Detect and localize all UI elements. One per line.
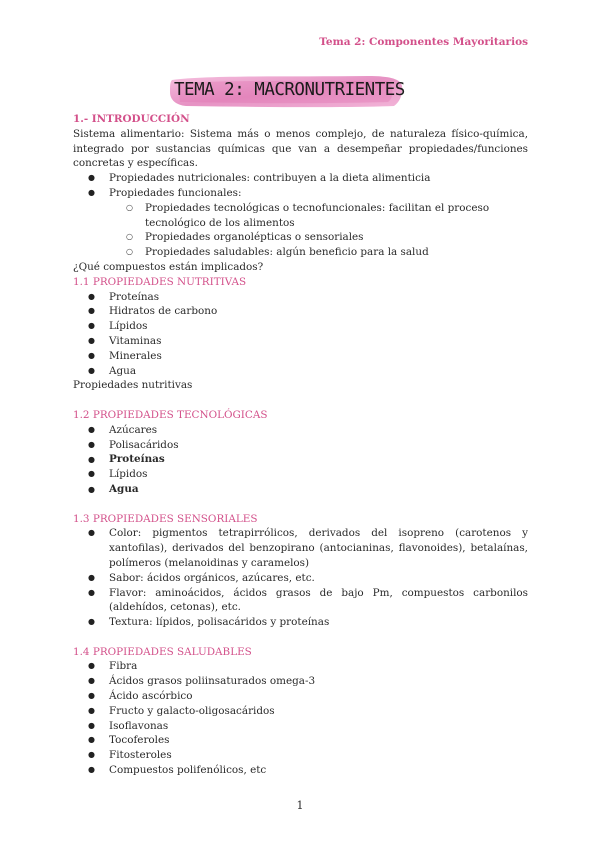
saludables-list bbox=[73, 659, 528, 777]
tecnologicas-list bbox=[73, 423, 528, 497]
list-item: ● Flavor: aminoácidos, ácidos grasos de bajo Pm, compuestos carbonilos (aldehídos, cetonas), etc. bbox=[73, 586, 528, 616]
list-item: ● Tocoferoles bbox=[73, 733, 528, 748]
list-item: ● Minerales bbox=[73, 349, 528, 364]
page-title: TEMA 2: MACRONUTRIENTES bbox=[174, 80, 405, 100]
list-item: ● Fitosteroles bbox=[73, 748, 528, 763]
nutritivas-list bbox=[73, 290, 528, 379]
list-item: ● Ácidos grasos poliinsaturados omega-3 bbox=[73, 674, 528, 689]
list-item: ● Sabor: ácidos orgánicos, azúcares, etc. bbox=[73, 571, 528, 586]
sub-list-item: ○ Propiedades tecnológicas o tecnofuncionales: facilitan el proceso tecnológico de los alimentos bbox=[73, 201, 528, 231]
list-item: ● Azúcares bbox=[73, 423, 528, 438]
intro-question: ¿Qué compuestos están implicados? bbox=[73, 260, 264, 273]
list-item: ● Proteínas bbox=[73, 290, 528, 305]
list-item: ● Hidratos de carbono bbox=[73, 304, 528, 319]
intro-list bbox=[73, 171, 528, 260]
sensoriales-list bbox=[73, 526, 528, 630]
list-item: ● Fructo y galacto-oligosacáridos bbox=[73, 704, 528, 719]
list-item: ● Propiedades funcionales: bbox=[73, 186, 528, 201]
document-body bbox=[73, 112, 528, 778]
list-item: ● Isoflavonas bbox=[73, 719, 528, 734]
list-item: ● Agua bbox=[73, 482, 528, 497]
sub-list-item: ○ Propiedades saludables: algún beneficio para la salud bbox=[73, 245, 528, 260]
section-heading-saludables: 1.4 PROPIEDADES SALUDABLES bbox=[73, 645, 252, 658]
section-heading-nutritivas: 1.1 PROPIEDADES NUTRITIVAS bbox=[73, 275, 247, 288]
list-item: ● Agua bbox=[73, 364, 528, 379]
list-item: ● Textura: lípidos, polisacáridos y proteínas bbox=[73, 615, 528, 630]
list-item: ● Lípidos bbox=[73, 467, 528, 482]
list-item: ● Propiedades nutricionales: contribuyen a la dieta alimenticia bbox=[73, 171, 528, 186]
running-header: Tema 2: Componentes Mayoritarios bbox=[319, 36, 528, 48]
intro-paragraph: Sistema alimentario: Sistema más o menos complejo, de naturaleza físico-química, integrado por sustancias químicas que van a desempeñar propiedades/funciones concretas y específicas. bbox=[73, 127, 528, 170]
title-block bbox=[168, 74, 404, 108]
list-item: ● Compuestos polifenólicos, etc bbox=[73, 763, 528, 778]
list-item: ● Vitaminas bbox=[73, 334, 528, 349]
section-heading-sensoriales: 1.3 PROPIEDADES SENSORIALES bbox=[73, 512, 258, 525]
list-item: ● Ácido ascórbico bbox=[73, 689, 528, 704]
section-heading-tecnologicas: 1.2 PROPIEDADES TECNOLÓGICAS bbox=[73, 408, 268, 421]
nutritivas-footer: Propiedades nutritivas bbox=[73, 379, 193, 392]
list-item: ● Fibra bbox=[73, 659, 528, 674]
sub-list-item: ○ Propiedades organolépticas o sensoriales bbox=[73, 230, 528, 245]
list-item: ● Polisacáridos bbox=[73, 438, 528, 453]
page-number: 1 bbox=[296, 799, 304, 812]
list-item: ● Color: pigmentos tetrapirrólicos, derivados del isopreno (carotenos y xantofilas), derivados del benzopirano (antocianinas, flavonoides), betalaínas, polímeros (melanoidinas y caramelos) bbox=[73, 526, 528, 570]
list-item: ● Proteínas bbox=[73, 452, 528, 467]
list-item: ● Lípidos bbox=[73, 319, 528, 334]
section-heading-intro: 1.- INTRODUCCIÓN bbox=[73, 113, 190, 125]
